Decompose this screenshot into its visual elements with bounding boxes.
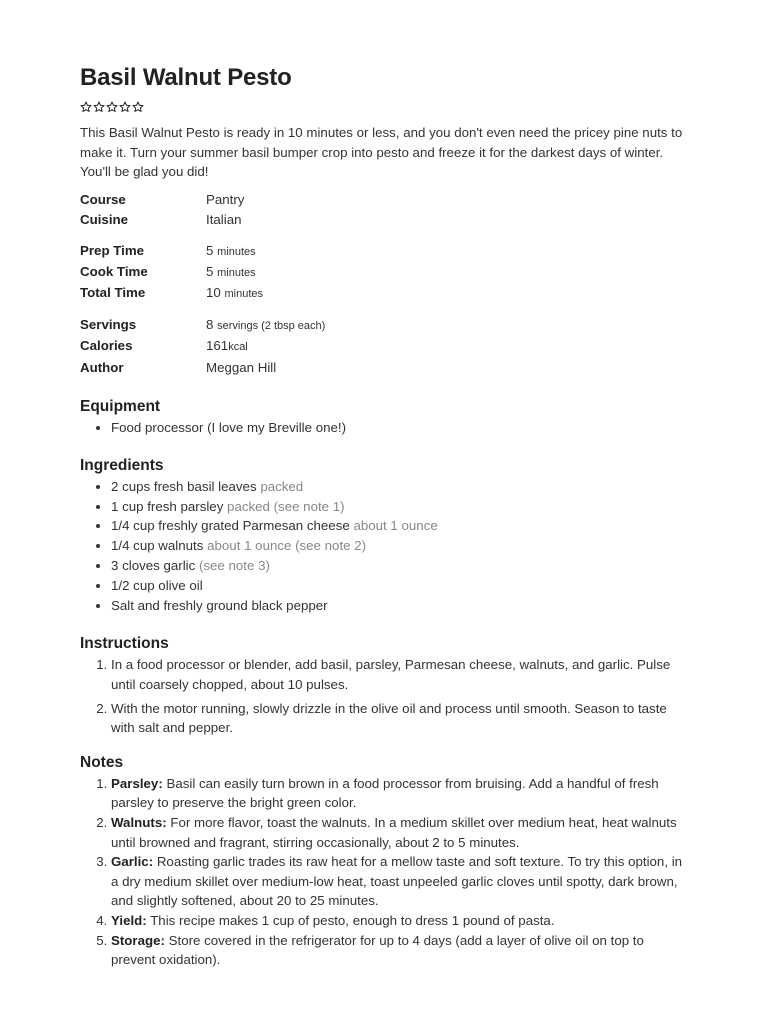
meta-value [206, 283, 263, 304]
meta-value: Italian [206, 212, 242, 228]
note-label: Parsley: [111, 775, 163, 791]
meta-row-course [80, 190, 690, 210]
servings-unit: servings (2 tbsp each) [217, 319, 326, 332]
note-item [111, 931, 690, 970]
note-text: Roasting garlic trades its raw heat for a mellow taste and soft texture. To try this option, in a dry medium skillet over medium-low heat, toast unpeeled garlic cloves until spotty, dark brown, and slightly softened, about 20 to 25 minutes. [111, 854, 683, 909]
meta-value [206, 315, 325, 336]
note-label: Yield: [111, 912, 147, 928]
meta-label: Cook Time [80, 264, 148, 279]
meta-label: Course [80, 191, 126, 207]
ingredient-note: about 1 ounce (see note 2) [207, 538, 367, 554]
ingredient-item [111, 477, 690, 497]
star-outline-icon[interactable] [132, 101, 144, 113]
note-text: This recipe makes 1 cup of pesto, enough to dress 1 pound of pasta. [150, 912, 555, 928]
ingredient-item [111, 576, 690, 596]
calories-value: 161 [206, 338, 229, 354]
meta-value: Meggan Hill [206, 359, 277, 375]
ingredient-note: about 1 ounce [353, 518, 438, 534]
notes-list [80, 774, 690, 970]
instructions-list [80, 655, 690, 737]
instructions-heading: Instructions [80, 635, 169, 653]
meta-value [206, 262, 256, 283]
recipe-meta [80, 190, 690, 378]
instruction-step: 2. With the motor running, slowly drizzle in the olive oil and process until smooth. Season to taste with salt and pepper. [111, 699, 690, 738]
ingredient-item [111, 536, 690, 556]
note-item [111, 852, 690, 911]
meta-value [206, 241, 256, 262]
total-time-unit: minutes [224, 288, 264, 301]
calories-unit: kcal [228, 341, 248, 354]
ingredient-text: 2 cups fresh basil leaves [111, 478, 257, 494]
note-label: Garlic: [111, 854, 154, 870]
meta-label: Calories [80, 338, 133, 354]
notes-section [80, 752, 690, 970]
meta-label: Cuisine [80, 212, 129, 228]
ingredient-text: 1/4 cup freshly grated Parmesan cheese [111, 518, 350, 534]
note-text: For more flavor, toast the walnuts. In a medium skillet over medium heat, heat walnuts until browned and fragrant, stirring occasionally, about 2 to 5 minutes. [111, 814, 677, 850]
ingredient-text: Salt and freshly ground black pepper [111, 597, 328, 613]
note-item [111, 774, 690, 813]
note-item [111, 911, 690, 931]
note-text: Store covered in the refrigerator for up to 4 days (add a layer of olive oil on top to prevent oxidation). [111, 932, 644, 968]
instruction-step: 1. In a food processor or blender, add basil, parsley, Parmesan cheese, walnuts, and garlic. Pulse until coarsely chopped, about 10 pulses. [111, 655, 690, 694]
ingredients-section [80, 455, 690, 616]
ingredient-item [111, 596, 690, 616]
instructions-section [80, 633, 690, 737]
ingredients-list [80, 477, 690, 616]
ingredient-item [111, 497, 690, 517]
recipe-title: Basil Walnut Pesto [80, 64, 292, 91]
meta-label: Prep Time [80, 242, 145, 258]
meta-row-servings [80, 315, 690, 336]
equipment-list [80, 418, 690, 438]
servings-value[interactable]: 8 [206, 316, 214, 332]
meta-group-category [80, 190, 690, 231]
cook-time-unit: minutes [217, 267, 256, 279]
note-label: Walnuts: [111, 814, 167, 830]
equipment-item: • Food processor (I love my Breville one!) [111, 418, 690, 438]
ingredient-note: packed (see note 1) [227, 498, 345, 514]
total-time-value: 10 [206, 285, 221, 301]
ingredient-item [111, 516, 690, 536]
note-text: Basil can easily turn brown in a food processor from bruising. Add a handful of fresh parsley to preserve the bright green color. [111, 775, 659, 811]
note-item [111, 813, 690, 852]
meta-row-calories [80, 336, 690, 357]
meta-value: Pantry [206, 191, 245, 207]
ingredient-text: 3 cloves garlic [111, 558, 196, 574]
notes-heading: Notes [80, 753, 124, 771]
equipment-section [80, 396, 690, 438]
ingredient-text: 1/2 cup olive oil [111, 577, 203, 593]
meta-label: Servings [80, 316, 137, 332]
meta-value [206, 336, 248, 357]
ingredient-note: packed [260, 478, 304, 494]
meta-group-servings [80, 315, 690, 378]
star-outline-icon[interactable] [80, 101, 92, 113]
recipe-summary: This Basil Walnut Pesto is ready in 10 minutes or less, and you don't even need the pricey pine nuts to make it. Turn your summer basil bumper crop into pesto and freeze it for the darkest days of winter. You'll be glad you did! [80, 125, 683, 180]
meta-row-cuisine [80, 210, 690, 230]
cook-time-value: 5 [206, 264, 214, 279]
ingredients-heading: Ingredients [80, 456, 164, 474]
meta-row-prep-time [80, 241, 690, 262]
meta-label: Total Time [80, 285, 146, 301]
star-outline-icon[interactable] [119, 101, 131, 113]
rating-stars[interactable] [80, 97, 690, 117]
note-label: Storage: [111, 932, 165, 948]
prep-time-value: 5 [206, 242, 214, 258]
meta-row-author [80, 358, 690, 378]
meta-group-times [80, 241, 690, 305]
ingredient-note: (see note 3) [198, 558, 270, 574]
equipment-heading: Equipment [80, 398, 161, 416]
star-outline-icon[interactable] [93, 101, 105, 113]
meta-row-cook-time [80, 262, 690, 283]
meta-row-total-time [80, 283, 690, 304]
ingredient-text: 1/4 cup walnuts [111, 538, 204, 554]
meta-label: Author [80, 359, 124, 375]
prep-time-unit: minutes [217, 245, 256, 258]
star-outline-icon[interactable] [106, 101, 118, 113]
ingredient-text: 1 cup fresh parsley [111, 498, 224, 514]
ingredient-item [111, 556, 690, 576]
